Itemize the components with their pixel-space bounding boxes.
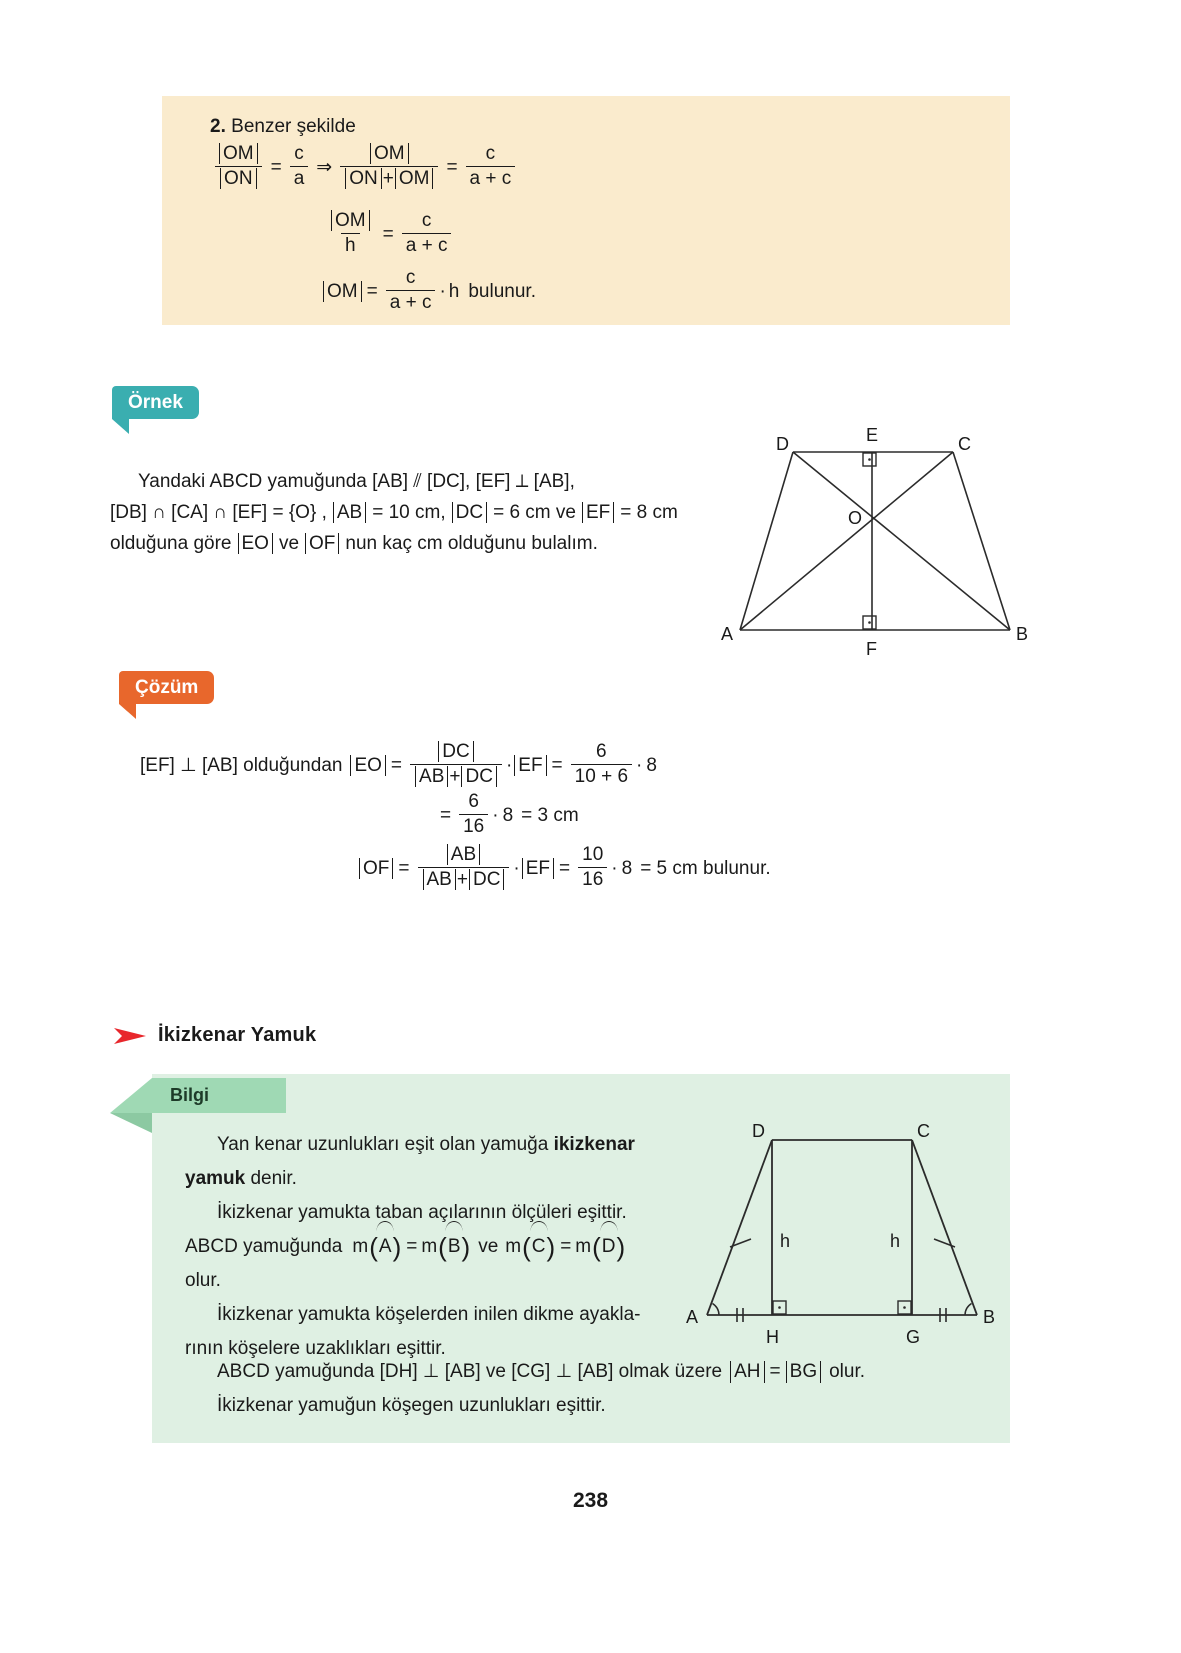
bilgi-paragraph-4: olur. xyxy=(185,1270,221,1291)
fraction-6-over-10-plus-6: $\frac{6}{10 + 6}$ xyxy=(571,741,632,788)
segment-DA xyxy=(740,452,793,630)
implies-sign: ⇒ xyxy=(316,157,333,178)
foot-label-G: G xyxy=(906,1327,921,1347)
ornek-statement xyxy=(110,466,750,559)
cozum-equation-2: = $\frac{6}{16}$ · 8 = 3 cm xyxy=(440,791,579,837)
cozum-equation-1: [EF] ⊥ [AB] olduğundan EO = $\frac{DC}{AB + DC}$ · EF = $\frac{6}{10 + 6}$ · 8 xyxy=(140,741,657,787)
tab-tail xyxy=(119,704,136,719)
section-heading-ikizkenar-yamuk xyxy=(113,1024,316,1047)
benzer-label xyxy=(210,116,356,138)
ornek-line-1: Yandaki ABCD yamuğunda [AB] ⫽ [DC], [EF] ⊥ [AB], xyxy=(138,471,575,492)
vertex-label-B: B xyxy=(1016,624,1029,644)
point-label-O: O xyxy=(848,508,863,528)
fraction-10-over-16: $\frac{10}{16}$ xyxy=(578,844,607,891)
vertex-label-A: A xyxy=(721,624,734,644)
vertex-label-F: F xyxy=(866,639,877,659)
ikizkenar-yamuk-figure xyxy=(672,1110,1012,1360)
right-angle-mark-F xyxy=(863,616,876,629)
ornek-line-2: [DB] ∩ [CA] ∩ [EF] = {O} , AB = 10 cm, DC = 6 cm ve EF = 8 cm xyxy=(110,501,678,523)
angle-B: ( B ) xyxy=(437,1230,471,1264)
bilgi-paragraph-5-line2: rının köşelere uzaklıkları eşittir. xyxy=(185,1338,446,1359)
diagonal-CA xyxy=(740,452,953,630)
equals-sign: = xyxy=(270,156,282,178)
cozum-tab xyxy=(119,671,214,704)
fraction-dc-over-ab-plus-dc: $\frac{DC}{AB + DC}$ xyxy=(410,741,502,788)
benzer-sekilde-box xyxy=(162,96,1010,325)
bilgi-body-text-tail xyxy=(185,1355,945,1423)
ornek-tab xyxy=(112,386,199,419)
fraction-ab-over-ab-plus-dc: $\frac{AB}{AB + DC}$ xyxy=(418,844,510,891)
bilgi-tab xyxy=(152,1078,286,1113)
right-angle-mark-G xyxy=(898,1301,911,1314)
fraction-om-h: $\frac{OM}{h}$ xyxy=(326,210,375,257)
equals-sign-4: = xyxy=(366,280,378,302)
angle-D: ( D ) xyxy=(591,1230,626,1264)
cozum-equation-3: OF = $\frac{AB}{AB + DC}$ · EF = $\frac{10}{16}$ · 8 = 5 cm bulunur. xyxy=(358,845,771,892)
vertex-label-D: D xyxy=(776,434,789,454)
bilgi-paragraph-6: ABCD yamuğunda [DH] ⊥ [AB] ve [CG] ⊥ [AB] olmak üzere AH = BG olur. xyxy=(217,1361,866,1383)
cozum-tab-label: Çözüm xyxy=(135,676,199,698)
section-title: İkizkenar Yamuk xyxy=(158,1024,317,1046)
cozum-prefix: [EF] ⊥ [AB] olduğundan xyxy=(140,755,343,776)
equals-sign-3: = xyxy=(382,223,394,245)
angle-arc-B xyxy=(965,1304,972,1316)
right-angle-mark-E xyxy=(863,453,876,466)
benzer-label-text: Benzer şekilde xyxy=(231,116,356,137)
tick-mark-leg-CB xyxy=(934,1239,955,1247)
bilgi-body-text xyxy=(185,1128,685,1366)
vertex-label-D: D xyxy=(752,1121,765,1141)
fraction-c-over-a-plus-c-2: $\frac{c}{a + c}$ xyxy=(402,210,452,257)
foot-label-H: H xyxy=(766,1327,779,1347)
segment-DA xyxy=(707,1140,772,1315)
vertex-label-E: E xyxy=(866,425,879,445)
height-label-right: h xyxy=(890,1231,901,1251)
bilgi-paragraph-5-line1: İkizkenar yamukta köşelerden inilen dikme ayakla- xyxy=(217,1304,641,1325)
red-arrow-icon xyxy=(113,1026,147,1046)
bilgi-paragraph-3: ABCD yamuğunda m ( A ) = m ( B ) ve m ( C ) = m ( D ) xyxy=(185,1230,685,1264)
page-number: 238 xyxy=(572,1489,609,1512)
bilgi-paragraph-2: İkizkenar yamukta taban açılarının ölçüleri eşittir. xyxy=(217,1202,627,1223)
benzer-equation-1 xyxy=(210,144,519,191)
segment-CB xyxy=(912,1140,977,1315)
bulunur-text: bulunur. xyxy=(468,280,536,302)
angle-C: ( C ) xyxy=(521,1230,556,1264)
equals-sign-2: = xyxy=(446,156,458,178)
benzer-equation-2 xyxy=(322,211,455,258)
bilgi-tab-label: Bilgi xyxy=(170,1085,209,1105)
fraction-om-over-on-plus-om: $\frac{OM}{ON + OM}$ xyxy=(340,143,438,190)
segment-CB xyxy=(953,452,1010,630)
bilgi-paragraph-7: İkizkenar yamuğun köşegen uzunlukları eşittir. xyxy=(217,1395,606,1416)
bilgi-tab-notch xyxy=(110,1078,152,1113)
angle-arc-A xyxy=(713,1304,720,1316)
right-angle-mark-H xyxy=(773,1301,786,1314)
bilgi-tab-fold xyxy=(110,1113,152,1133)
variable-h: h xyxy=(448,280,460,302)
ornek-trapezoid-figure xyxy=(700,420,1050,665)
fraction-6-over-16: $\frac{6}{16}$ xyxy=(459,791,488,838)
dot-operator: · xyxy=(439,280,446,302)
vertex-label-C: C xyxy=(958,434,971,454)
fraction-c-over-a-plus-c-3: $\frac{c}{a + c}$ xyxy=(386,267,436,314)
fraction-c-over-a-plus-c: $\frac{c}{a + c}$ xyxy=(466,143,516,190)
benzer-item-number: 2. xyxy=(210,116,226,137)
vertex-label-B: B xyxy=(983,1307,996,1327)
vertex-label-A: A xyxy=(686,1307,699,1327)
isosceles-trapezoid-svg xyxy=(672,1110,1012,1360)
trapezoid-abcd-svg xyxy=(700,420,1050,665)
fraction-om-on: $\frac{OM}{ON}$ xyxy=(214,143,263,190)
height-label-left: h xyxy=(780,1231,791,1251)
benzer-equation-3: OM = $\frac{c}{a + c}$ · h bulunur. xyxy=(322,268,536,315)
angle-A: ( A ) xyxy=(368,1230,402,1264)
vertex-label-C: C xyxy=(917,1121,930,1141)
diagonal-DB xyxy=(793,452,1010,630)
fraction-c-a: $\frac{c}{a}$ xyxy=(290,143,309,190)
ornek-line-3: olduğuna göre EO ve OF nun kaç cm olduğunu bulalım. xyxy=(110,532,598,554)
bilgi-paragraph-1: Yan kenar uzunlukları eşit olan yamuğa ikizkenar yamuk denir. xyxy=(185,1134,635,1189)
tab-tail xyxy=(112,419,129,434)
ornek-tab-label: Örnek xyxy=(128,391,183,413)
